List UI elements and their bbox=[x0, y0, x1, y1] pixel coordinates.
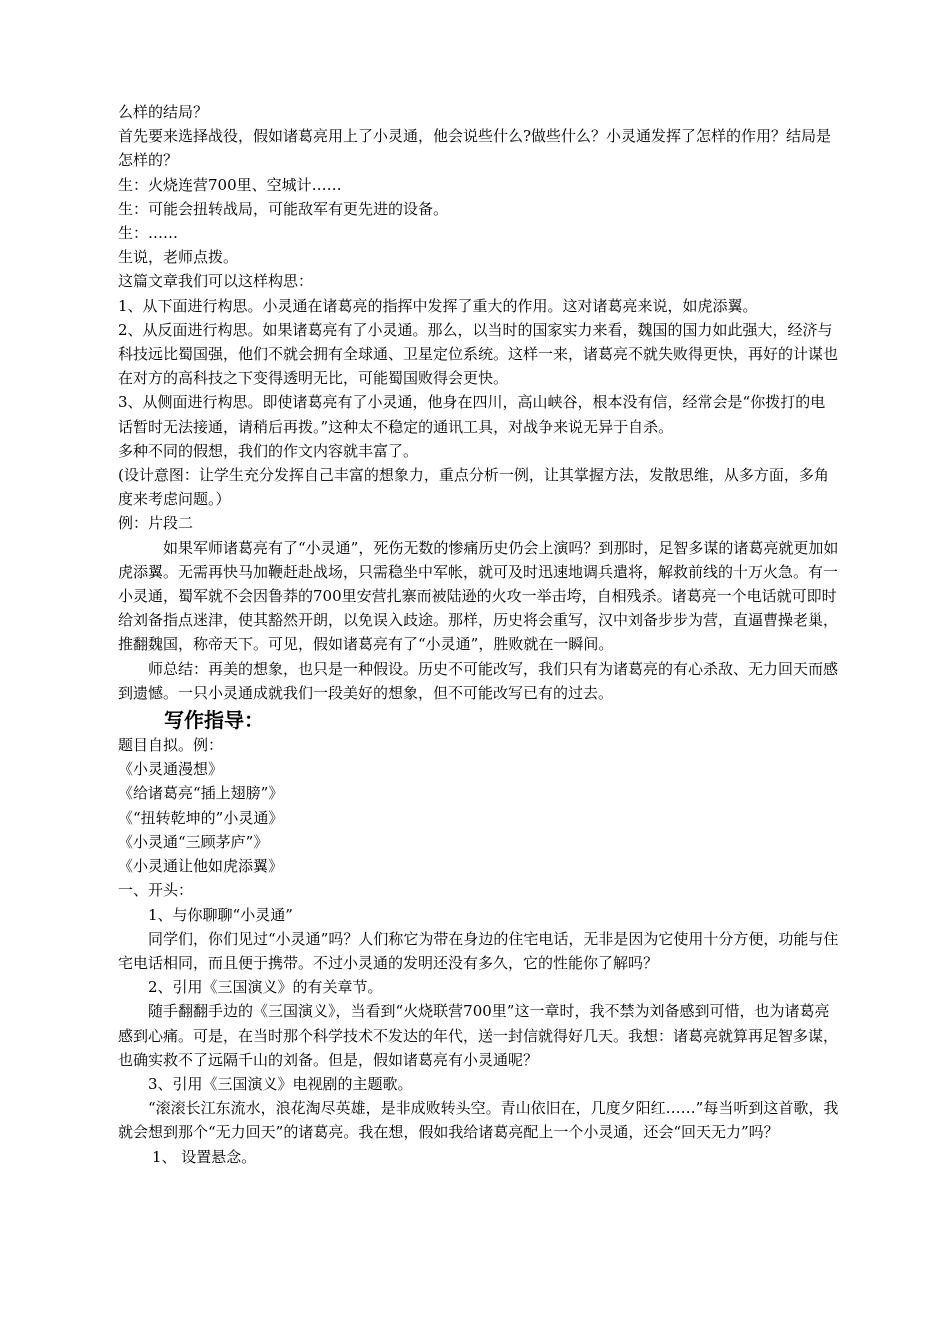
opening-item-label: 3、引用《三国演义》电视剧的主题歌。 bbox=[148, 1074, 413, 1093]
title-example: 《小灵通“三顾茅庐”》 bbox=[118, 832, 269, 851]
design-intent: (设计意图：让学生充分发挥自己丰富的想象力，重点分析一例，让其掌握方法，发散思维，从多方面，多角度来考虑问题。） bbox=[118, 466, 829, 509]
text-line: 多种不同的假想，我们的作文内容就丰富了。 bbox=[118, 441, 419, 460]
text-line: 这篇文章我们可以这样构思： bbox=[118, 272, 314, 291]
opening-item-text: 随手翻翻手边的《三国演义》，当看到“火烧联营700里”这一章时，我不禁为刘备感到可惜，也为诸葛亮感到心痛。可是，在当时那个科学技术不发达的年代，送一封信就得好几天。我想：诸葛亮就算再足智多谋，也确实救不了远隔千山的刘备。但是，假如诸葛亮有小灵通呢？ bbox=[118, 1002, 839, 1069]
opening-item-text: “滚滚长江东流水，浪花淘尽英雄，是非成败转头空。青山依旧在，几度夕阳红……”每当听到这首歌，我就会想到那个“无力回天”的诸葛亮。我在想，假如我给诸葛亮配上一个小灵通，还会“回天无力”吗？ bbox=[118, 1099, 839, 1142]
opening-item-text: 同学们，你们见过“小灵通”吗？人们称它为带在身边的住宅电话，无非是因为它使用十分方便，功能与住宅电话相同，而且便于携带。不过小灵通的发明还没有多久，它的性能你了解吗？ bbox=[118, 929, 839, 972]
text-line: 生说，老师点拨。 bbox=[118, 248, 239, 267]
opening-label: 一、开头： bbox=[118, 881, 194, 900]
example-label: 例：片段二 bbox=[118, 514, 194, 533]
example-paragraph: 如果军师诸葛亮有了“小灵通”，死伤无数的惨痛历史仍会上演吗？到那时，足智多谋的诸葛亮就更加如虎添翼。无需再快马加鞭赶赴战场，只需稳坐中军帐，就可及时迅速地调兵遣将，解救前线的十万火急。有一小灵通，蜀军就不会因鲁莽的700里安营扎寨而被陆逊的火攻一举击垮，自相残杀。诸葛亮一个电话就可即时给刘备指点迷津，使其豁然开朗，以免误入歧途。那样，历史将会重写，汉中刘备步步为营，直逼曹操老巢，推翻魏国，称帝天下。可见，假如诸葛亮有了“小灵通”，胜败就在一瞬间。 bbox=[118, 538, 839, 654]
idea-item: 3、从侧面进行构思。即使诸葛亮有了小灵通，他身在四川，高山峡谷，根本没有信，经常会是“你拨打的电话暂时无法接通，请稍后再拨。”这种太不稳定的通讯工具，对战争来说无异于自杀。 bbox=[118, 393, 826, 436]
student-answer: 生：…… bbox=[118, 224, 179, 243]
student-answer: 生：可能会扭转战局，可能敌军有更先进的设备。 bbox=[118, 199, 449, 218]
section-heading: 写作指导： bbox=[164, 708, 264, 733]
text-paragraph: 首先要来选择战役，假如诸葛亮用上了小灵通，他会说些什么?做些什么？小灵通发挥了怎样的作用？结局是怎样的？ bbox=[118, 127, 832, 170]
title-intro: 题目自拟。例： bbox=[118, 736, 224, 755]
opening-item-label: 1、 设置悬念。 bbox=[152, 1147, 257, 1166]
student-answer: 生：火烧连营700里、空城计…… bbox=[118, 175, 342, 194]
title-example: 《“扭转乾坤的”小灵通》 bbox=[118, 808, 284, 827]
opening-item-label: 1、与你聊聊“小灵通” bbox=[148, 905, 293, 924]
title-example: 《小灵通让他如虎添翼》 bbox=[118, 857, 284, 876]
document-page bbox=[118, 100, 840, 1169]
title-example: 《给诸葛亮“插上翅膀”》 bbox=[118, 784, 284, 803]
summary-paragraph: 师总结：再美的想象，也只是一种假设。历史不可能改写，我们只有为诸葛亮的有心杀敌、无力回天而感到遗憾。一只小灵通成就我们一段美好的想象，但不可能改写已有的过去。 bbox=[118, 659, 839, 702]
opening-item-label: 2、引用《三国演义》的有关章节。 bbox=[148, 978, 383, 997]
idea-item: 1、从下面进行构思。小灵通在诸葛亮的指挥中发挥了重大的作用。这对诸葛亮来说，如虎添翼。 bbox=[118, 296, 758, 315]
idea-item: 2、从反面进行构思。如果诸葛亮有了小灵通。那么，以当时的国家实力来看，魏国的国力如此强大，经济与科技远比蜀国强，他们不就会拥有全球通、卫星定位系统。这样一来，诸葛亮不就失败得更快，再好的计谋也在对方的高科技之下变得透明无比，可能蜀国败得会更快。 bbox=[118, 320, 839, 388]
text-line: 么样的结局？ bbox=[118, 103, 209, 121]
title-example: 《小灵通漫想》 bbox=[118, 760, 224, 779]
